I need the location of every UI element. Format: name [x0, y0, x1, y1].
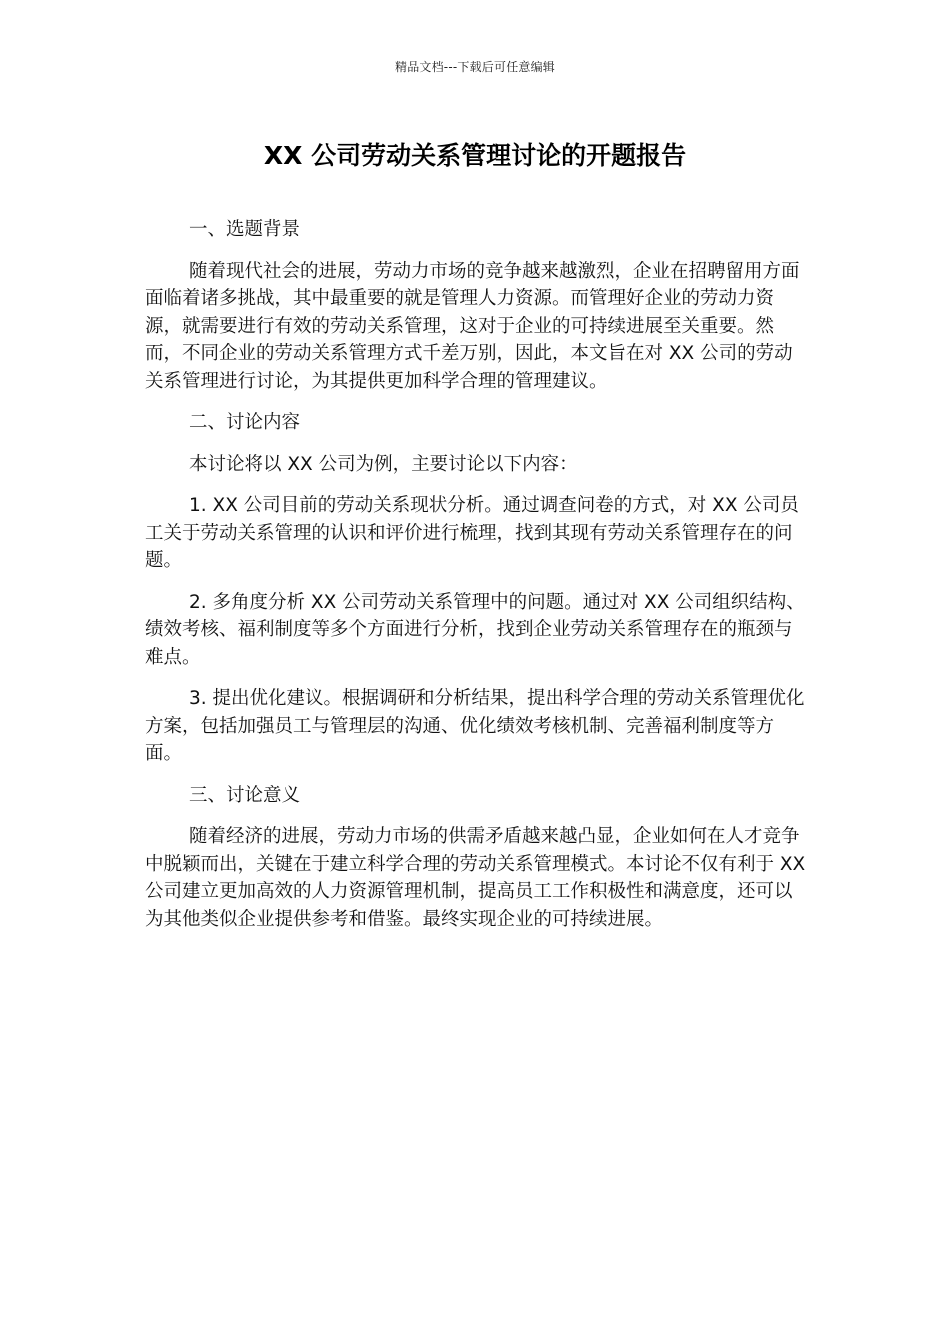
list-item-1: 1. XX 公司目前的劳动关系现状分析。通过调查问卷的方式，对 XX 公司员工关于劳动关系管理的认识和评价进行梳理，找到其现有劳动关系管理存在的问题。	[145, 495, 799, 571]
paragraph-significance: 随着经济的进展，劳动力市场的供需矛盾越来越凸显，企业如何在人才竞争中脱颖而出，关键在于建立科学合理的劳动关系管理模式。本讨论不仅有利于 XX 公司建立更加高效的人力资源管理机制，提高员工工作积极性和满意度，还可以为其他类似企业提供参考和借鉴。最终实现企业的可持续进展。	[145, 826, 806, 930]
section-heading-background: 一、选题背景	[189, 219, 301, 240]
document-title: XX 公司劳动关系管理讨论的开题报告	[263, 141, 687, 170]
section-heading-significance: 三、讨论意义	[189, 784, 301, 806]
section-heading-content: 二、讨论内容	[189, 412, 301, 433]
document-body	[145, 216, 807, 947]
header-note: 精品文档---下载后可任意编辑	[395, 60, 555, 74]
list-item-3: 3. 提出优化建议。根据调研和分析结果，提出科学合理的劳动关系管理优化方案，包括加强员工与管理层的沟通、优化绩效考核机制、完善福利制度等方面。	[145, 688, 805, 764]
paragraph-content-intro: 本讨论将以 XX 公司为例，主要讨论以下内容：	[189, 453, 578, 475]
list-item-2: 2. 多角度分析 XX 公司劳动关系管理中的问题。通过对 XX 公司组织结构、绩效考核、福利制度等多个方面进行分析，找到企业劳动关系管理存在的瓶颈与难点。	[145, 591, 805, 668]
paragraph-background: 随着现代社会的进展，劳动力市场的竞争越来越激烈，企业在招聘留用方面面临着诸多挑战，其中最重要的就是管理人力资源。而管理好企业的劳动力资源，就需要进行有效的劳动关系管理，这对于企业的可持续进展至关重要。然而，不同企业的劳动关系管理方式千差万别，因此，本文旨在对 XX 公司的劳动关系管理进行讨论，为其提供更加科学合理的管理建议。	[145, 260, 800, 392]
